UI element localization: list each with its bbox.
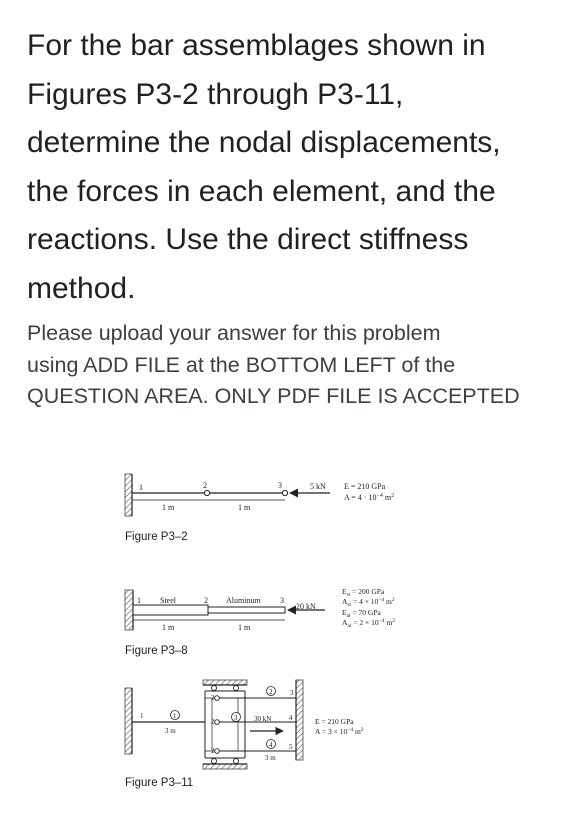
question-line: reactions. Use the direct stiffness [27, 223, 469, 256]
material-label: Steel [160, 596, 176, 605]
load-label: 20 kN [296, 602, 316, 611]
length-label: 3 m [265, 754, 276, 762]
node-label: 3 [290, 689, 294, 697]
wall-support [125, 474, 132, 516]
question-line: For the bar assemblages shown in [27, 29, 486, 62]
instruction-line: QUESTION AREA. ONLY PDF FILE IS ACCEPTED [27, 384, 520, 408]
wall-support [125, 590, 133, 630]
element-label: 4 [269, 741, 273, 749]
element-label: 1 [173, 712, 177, 720]
question-line: determine the nodal displacements, [27, 126, 501, 159]
node-label: 2 [204, 596, 208, 605]
load-label: 5 kN [310, 482, 326, 491]
length-label: 1 m [238, 623, 251, 632]
steel-bar [133, 605, 208, 615]
figure-caption: Figure P3–8 [125, 645, 188, 657]
instruction-line: using ADD FILE at the BOTTOM LEFT of the [27, 352, 456, 377]
property-label: E = 210 GPa [315, 717, 354, 726]
property-label: $E_{al} = 70$ GPa [342, 608, 381, 619]
figure-caption: Figure P3–2 [125, 531, 188, 543]
element-label: 2 [269, 688, 273, 696]
node-label: 1 [140, 712, 144, 720]
property-label: E = 210 GPa [344, 482, 386, 491]
property-label: $E_{st} = 200$ GPa [342, 587, 385, 598]
question-line: Figures P3-2 through P3-11, [27, 77, 404, 111]
load-label: 30 kN [254, 715, 272, 723]
property-label: $A_{st} = 4 \times 10^{-4}$ $m^2$ [342, 597, 395, 608]
figure-caption: Figure P3–11 [125, 777, 194, 789]
figure-p3-2 [125, 474, 394, 543]
node-label: 2 [211, 718, 215, 726]
node-label: 5 [289, 743, 293, 751]
node-2 [204, 490, 209, 495]
node-label: 2 [211, 694, 215, 702]
property-label: $A = 3 \times 10^{-4}$ $m^2$ [315, 727, 364, 736]
ceiling-support [203, 680, 247, 685]
length-label: 1 m [162, 503, 175, 512]
property-label: $A = 4 \cdot 10^{-4}$ $m^2$ [344, 493, 395, 502]
material-label: Aluminum [226, 596, 261, 605]
instruction-line: Please upload your answer for this problem [27, 321, 441, 345]
property-label: $A_{al} = 2 \times 10^{-4}$ $m^2$ [342, 618, 395, 629]
aluminum-bar [208, 607, 285, 613]
length-label: 3 m [165, 727, 176, 735]
wall-support [296, 680, 303, 760]
figure-p3-8 [125, 587, 395, 657]
question-line: the forces in each element, and the [27, 174, 496, 208]
node-label: 2 [211, 747, 215, 755]
node-label: 3 [278, 481, 282, 490]
element-label: 3 [234, 714, 238, 722]
node-label: 3 [280, 596, 284, 605]
node-label: 2 [203, 481, 207, 490]
node-label: 1 [137, 596, 141, 605]
node-label: 1 [139, 483, 143, 492]
node-label: 4 [289, 714, 293, 722]
figure-p3-11 [125, 680, 364, 789]
floor-support [203, 764, 247, 769]
length-label: 1 m [238, 503, 251, 512]
length-label: 1 m [162, 623, 175, 632]
node-3 [282, 490, 287, 495]
wall-support [125, 688, 132, 754]
question-line: method. [27, 271, 136, 305]
